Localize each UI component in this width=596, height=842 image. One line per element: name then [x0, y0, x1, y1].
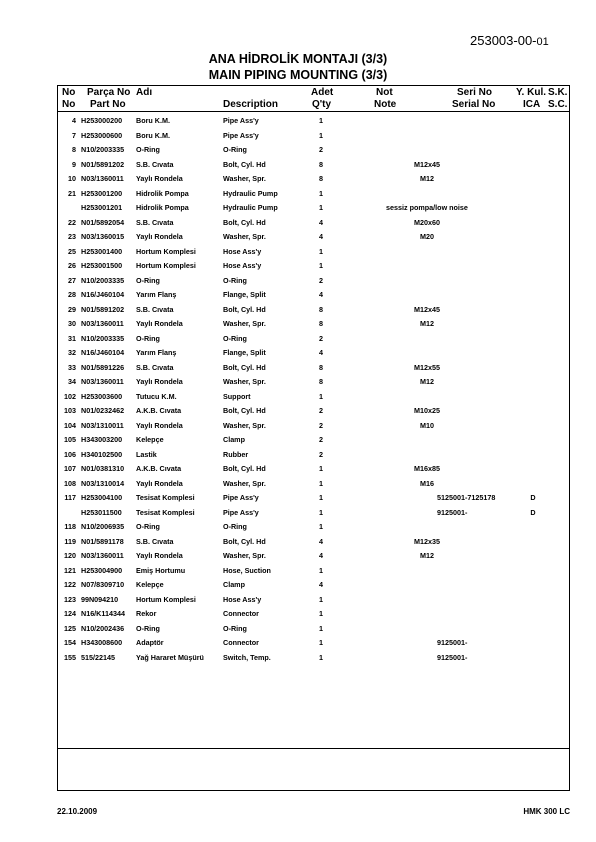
row-number: 22 — [68, 217, 76, 227]
quantity: 1 — [319, 188, 323, 198]
table-row — [57, 390, 570, 405]
quantity: 2 — [319, 275, 323, 285]
name-turkish: Boru K.M. — [136, 130, 170, 140]
part-number: H253004100 — [81, 493, 123, 502]
table-row — [57, 535, 570, 550]
note: M20 — [420, 232, 434, 241]
part-number: N10/2003335 — [81, 145, 125, 154]
description: Washer, Spr. — [223, 232, 266, 241]
description: Hose Ass'y — [223, 261, 262, 270]
name-turkish: S.B. Cıvata — [136, 217, 174, 227]
row-number: 21 — [68, 188, 76, 198]
quantity: 1 — [319, 507, 323, 517]
header-part-en: Part No — [90, 99, 126, 110]
quantity: 4 — [319, 217, 323, 227]
quantity: 1 — [319, 464, 323, 473]
description: O-Ring — [223, 275, 247, 285]
note: M12 — [420, 319, 434, 328]
note: M12x45 — [414, 304, 440, 314]
row-number: 120 — [64, 551, 76, 560]
document-number-suffix: 01 — [536, 36, 549, 48]
quantity: 2 — [319, 435, 323, 444]
table-row — [57, 375, 570, 390]
description: Pipe Ass'y — [223, 130, 259, 140]
description: Bolt, Cyl. Hd — [223, 159, 266, 169]
description: Pipe Ass'y — [223, 493, 259, 502]
quantity: 4 — [319, 580, 323, 589]
name-turkish: Tesisat Komplesi — [136, 493, 195, 502]
header-qty-en: Q'ty — [312, 99, 332, 110]
table-row — [57, 549, 570, 564]
part-number: H253001201 — [81, 203, 123, 212]
row-number: 117 — [64, 493, 76, 502]
table-row — [57, 564, 570, 579]
description: Switch, Temp. — [223, 652, 271, 662]
document-number-main: 253003-00- — [470, 33, 537, 48]
name-turkish: Yarım Flanş — [136, 290, 177, 299]
note: M16 — [420, 478, 434, 488]
name-turkish: Yaylı Rondela — [136, 377, 183, 386]
header-note-en: Note — [374, 99, 397, 110]
table-row — [57, 419, 570, 434]
quantity: 4 — [319, 348, 323, 357]
note: M10 — [420, 420, 434, 430]
row-number: 123 — [64, 594, 76, 604]
description: Flange, Split — [223, 348, 266, 357]
part-number: N03/1310014 — [81, 478, 125, 488]
table-row — [57, 303, 570, 318]
description: Pipe Ass'y — [223, 116, 259, 125]
table-row — [57, 187, 570, 202]
row-number: 25 — [68, 246, 76, 256]
description: Washer, Spr. — [223, 377, 266, 386]
table-row — [57, 462, 570, 477]
row-number: 8 — [72, 145, 76, 154]
quantity: 8 — [319, 377, 323, 386]
quantity: 1 — [319, 623, 323, 633]
name-turkish: Yaylı Rondela — [136, 478, 183, 488]
description: Connector — [223, 609, 259, 618]
title-english: MAIN PIPING MOUNTING (3/3) — [208, 68, 388, 82]
name-turkish: Emiş Hortumu — [136, 565, 186, 575]
ica-code: D — [530, 493, 536, 502]
quantity: 2 — [319, 420, 323, 430]
part-number: N03/1360011 — [81, 319, 124, 328]
part-number: N03/1360015 — [81, 232, 125, 241]
part-number: N10/2003335 — [81, 333, 125, 343]
quantity: 1 — [319, 565, 323, 575]
table-row — [57, 607, 570, 622]
part-number: N03/1360011 — [81, 551, 124, 560]
name-turkish: S.B. Cıvata — [136, 159, 174, 169]
title-turkish: ANA HİDROLİK MONTAJI (3/3) — [208, 52, 388, 66]
table-row — [57, 245, 570, 260]
quantity: 1 — [319, 652, 323, 662]
part-number: N16/J460104 — [81, 290, 125, 299]
header-ykul-en: ICA — [523, 99, 541, 110]
name-turkish: S.B. Cıvata — [136, 362, 174, 372]
description: Washer, Spr. — [223, 174, 266, 183]
description: Rubber — [223, 449, 249, 459]
name-turkish: Yaylı Rondela — [136, 319, 183, 328]
quantity: 1 — [319, 116, 323, 125]
name-turkish: Hidrolik Pompa — [136, 188, 189, 198]
table-row — [57, 448, 570, 463]
parts-table-body — [57, 114, 570, 665]
footer-divider — [57, 748, 570, 749]
table-row — [57, 361, 570, 376]
part-number: N03/1310011 — [81, 420, 124, 430]
footer-model: HMK 300 LC — [523, 807, 570, 816]
part-number: N07/8309710 — [81, 580, 125, 589]
row-number: 102 — [64, 391, 76, 401]
row-number: 108 — [64, 478, 76, 488]
row-number: 10 — [68, 174, 76, 183]
name-turkish: Tesisat Komplesi — [136, 507, 195, 517]
description: Flange, Split — [223, 290, 266, 299]
quantity: 1 — [319, 493, 323, 502]
row-number: 122 — [64, 580, 76, 589]
quantity: 4 — [319, 232, 323, 241]
header-serial-en: Serial No — [452, 99, 496, 110]
name-turkish: Yaylı Rondela — [136, 551, 183, 560]
table-row — [57, 477, 570, 492]
quantity: 4 — [319, 551, 323, 560]
part-number: N01/0232462 — [81, 406, 125, 415]
table-row — [57, 158, 570, 173]
row-number: 30 — [68, 319, 76, 328]
footer-date: 22.10.2009 — [57, 807, 98, 816]
note: M12 — [420, 377, 434, 386]
description: Bolt, Cyl. Hd — [223, 406, 266, 415]
description: Support — [223, 391, 251, 401]
description: Connector — [223, 638, 259, 647]
description: Pipe Ass'y — [223, 507, 259, 517]
table-row — [57, 114, 570, 129]
part-number: N03/1360011 — [81, 174, 124, 183]
part-number: H340102500 — [81, 449, 123, 459]
quantity: 8 — [319, 319, 323, 328]
header-ykul-tr: Y. Kul. — [516, 87, 547, 98]
table-row — [57, 506, 570, 521]
row-number: 154 — [64, 638, 76, 647]
row-number: 124 — [64, 609, 76, 618]
quantity: 8 — [319, 159, 323, 169]
name-turkish: Yaylı Rondela — [136, 174, 183, 183]
part-number: N01/0381310 — [81, 464, 125, 473]
name-turkish: S.B. Cıvata — [136, 304, 174, 314]
header-divider — [57, 111, 570, 112]
description: Hose, Suction — [223, 565, 271, 575]
name-turkish: Adaptör — [136, 638, 164, 647]
description: Bolt, Cyl. Hd — [223, 464, 266, 473]
row-number: 106 — [64, 449, 76, 459]
part-number: N01/5892054 — [81, 217, 125, 227]
row-number: 34 — [68, 377, 76, 386]
part-number: H253000200 — [81, 116, 123, 125]
name-turkish: S.B. Cıvata — [136, 536, 174, 546]
name-turkish: Lastik — [136, 449, 157, 459]
part-number: H253003600 — [81, 391, 123, 401]
note: M16x85 — [414, 464, 440, 473]
ica-code: D — [530, 507, 536, 517]
header-qty-tr: Adet — [311, 87, 334, 98]
note: M10x25 — [414, 406, 440, 415]
row-number: 118 — [64, 522, 76, 531]
description: Clamp — [223, 580, 245, 589]
serial-number: 9125001- — [437, 507, 468, 517]
table-row — [57, 201, 570, 216]
quantity: 1 — [319, 638, 323, 647]
row-number: 23 — [68, 232, 76, 241]
name-turkish: A.K.B. Cıvata — [136, 464, 182, 473]
row-number: 107 — [64, 464, 76, 473]
row-number: 26 — [68, 261, 76, 270]
row-number: 9 — [72, 159, 76, 169]
name-turkish: O-Ring — [136, 145, 160, 154]
quantity: 1 — [319, 391, 323, 401]
description: O-Ring — [223, 145, 247, 154]
part-number: N16/K114344 — [81, 609, 125, 618]
row-number: 125 — [64, 623, 76, 633]
row-number: 7 — [72, 130, 76, 140]
table-row — [57, 332, 570, 347]
header-name-en: Description — [223, 99, 279, 110]
name-turkish: O-Ring — [136, 623, 160, 633]
row-number: 4 — [72, 116, 76, 125]
name-turkish: Yağ Hararet Müşürü — [136, 652, 204, 662]
description: Clamp — [223, 435, 245, 444]
document-number — [470, 33, 570, 48]
description: Hose Ass'y — [223, 594, 262, 604]
part-number: N01/5891178 — [81, 536, 124, 546]
quantity: 1 — [319, 261, 323, 270]
quantity: 8 — [319, 362, 323, 372]
name-turkish: Hortum Komplesi — [136, 261, 196, 270]
table-row — [57, 346, 570, 361]
quantity: 1 — [319, 522, 323, 531]
table-row — [57, 578, 570, 593]
description: Washer, Spr. — [223, 478, 266, 488]
quantity: 4 — [319, 290, 323, 299]
table-row — [57, 593, 570, 608]
name-turkish: O-Ring — [136, 275, 160, 285]
part-number: H343003200 — [81, 435, 123, 444]
quantity: 2 — [319, 449, 323, 459]
name-turkish: O-Ring — [136, 522, 160, 531]
quantity: 1 — [319, 478, 323, 488]
row-number: 103 — [64, 406, 76, 415]
quantity: 1 — [319, 203, 323, 212]
table-row — [57, 404, 570, 419]
row-number: 119 — [64, 536, 76, 546]
description: Hydraulic Pump — [223, 203, 278, 212]
name-turkish: Kelepçe — [136, 580, 164, 589]
quantity: 1 — [319, 130, 323, 140]
quantity: 1 — [319, 609, 323, 618]
header-part-tr: Parça No — [87, 87, 131, 98]
description: Washer, Spr. — [223, 420, 266, 430]
table-row — [57, 172, 570, 187]
row-number: 105 — [64, 435, 76, 444]
header-no-en: No — [62, 99, 76, 110]
table-row — [57, 317, 570, 332]
description: Bolt, Cyl. Hd — [223, 304, 266, 314]
serial-number: 9125001- — [437, 652, 468, 662]
name-turkish: Rekor — [136, 609, 157, 618]
header-note-tr: Not — [376, 87, 393, 98]
row-number: 33 — [68, 362, 76, 372]
description: Bolt, Cyl. Hd — [223, 217, 266, 227]
quantity: 2 — [319, 406, 323, 415]
name-turkish: O-Ring — [136, 333, 160, 343]
name-turkish: Hortum Komplesi — [136, 246, 196, 256]
name-turkish: Kelepçe — [136, 435, 164, 444]
table-row — [57, 433, 570, 448]
table-row — [57, 636, 570, 651]
part-number: 99N094210 — [81, 594, 119, 604]
header-no-tr: No — [62, 87, 76, 98]
table-row — [57, 129, 570, 144]
row-number: 27 — [68, 275, 76, 285]
part-number: H253001200 — [81, 188, 123, 198]
part-number: N10/2003335 — [81, 275, 125, 285]
table-row — [57, 274, 570, 289]
quantity: 2 — [319, 333, 323, 343]
row-number: 28 — [68, 290, 76, 299]
table-row — [57, 259, 570, 274]
part-number: H253000600 — [81, 130, 123, 140]
header-name-tr: Adı — [136, 87, 153, 98]
serial-number: 9125001- — [437, 638, 468, 647]
serial-number: 5125001-7125178 — [437, 493, 496, 502]
description: O-Ring — [223, 623, 247, 633]
part-number: 515/22145 — [81, 652, 115, 662]
table-row — [57, 622, 570, 637]
row-number: 31 — [68, 333, 76, 343]
part-number: H343008600 — [81, 638, 123, 647]
row-number: 121 — [64, 565, 76, 575]
row-number: 29 — [68, 304, 76, 314]
name-turkish: Hidrolik Pompa — [136, 203, 189, 212]
description: Washer, Spr. — [223, 319, 266, 328]
table-row — [57, 216, 570, 231]
name-turkish: Yaylı Rondela — [136, 232, 183, 241]
quantity: 8 — [319, 304, 323, 314]
part-number: N01/5891202 — [81, 304, 125, 314]
part-number: H253001500 — [81, 261, 123, 270]
header-sk-en: S.C. — [548, 99, 568, 110]
part-number: N01/5891202 — [81, 159, 125, 169]
row-number: 32 — [68, 348, 76, 357]
part-number: N03/1360011 — [81, 377, 124, 386]
note: sessiz pompa/low noise — [386, 203, 468, 212]
table-row — [57, 230, 570, 245]
note: M20x60 — [414, 217, 440, 227]
description: Bolt, Cyl. Hd — [223, 536, 266, 546]
quantity: 2 — [319, 145, 323, 154]
table-row — [57, 520, 570, 535]
row-number: 104 — [64, 420, 76, 430]
name-turkish: Boru K.M. — [136, 116, 170, 125]
name-turkish: Yaylı Rondela — [136, 420, 183, 430]
quantity: 1 — [319, 594, 323, 604]
part-number: N16/J460104 — [81, 348, 125, 357]
part-number: N10/2002436 — [81, 623, 125, 633]
description: O-Ring — [223, 522, 247, 531]
description: O-Ring — [223, 333, 247, 343]
note: M12 — [420, 174, 434, 183]
part-number: N01/5891226 — [81, 362, 125, 372]
quantity: 8 — [319, 174, 323, 183]
note: M12x35 — [414, 536, 440, 546]
row-number: 155 — [64, 652, 76, 662]
quantity: 4 — [319, 536, 323, 546]
part-number: H253001400 — [81, 246, 123, 256]
description: Washer, Spr. — [223, 551, 266, 560]
note: M12x55 — [414, 362, 440, 372]
name-turkish: Tutucu K.M. — [136, 391, 177, 401]
description: Hydraulic Pump — [223, 188, 278, 198]
table-row — [57, 143, 570, 158]
header-sk-tr: S.K. — [548, 87, 568, 98]
name-turkish: Yarım Flanş — [136, 348, 177, 357]
part-number: H253011500 — [81, 507, 122, 517]
quantity: 1 — [319, 246, 323, 256]
table-row — [57, 288, 570, 303]
header-serial-tr: Seri No — [457, 87, 493, 98]
note: M12x45 — [414, 159, 440, 169]
part-number: H253004900 — [81, 565, 123, 575]
part-number: N10/2006935 — [81, 522, 125, 531]
name-turkish: A.K.B. Cıvata — [136, 406, 182, 415]
note: M12 — [420, 551, 434, 560]
description: Bolt, Cyl. Hd — [223, 362, 266, 372]
table-row — [57, 651, 570, 666]
table-row — [57, 491, 570, 506]
description: Hose Ass'y — [223, 246, 262, 256]
name-turkish: Hortum Komplesi — [136, 594, 196, 604]
